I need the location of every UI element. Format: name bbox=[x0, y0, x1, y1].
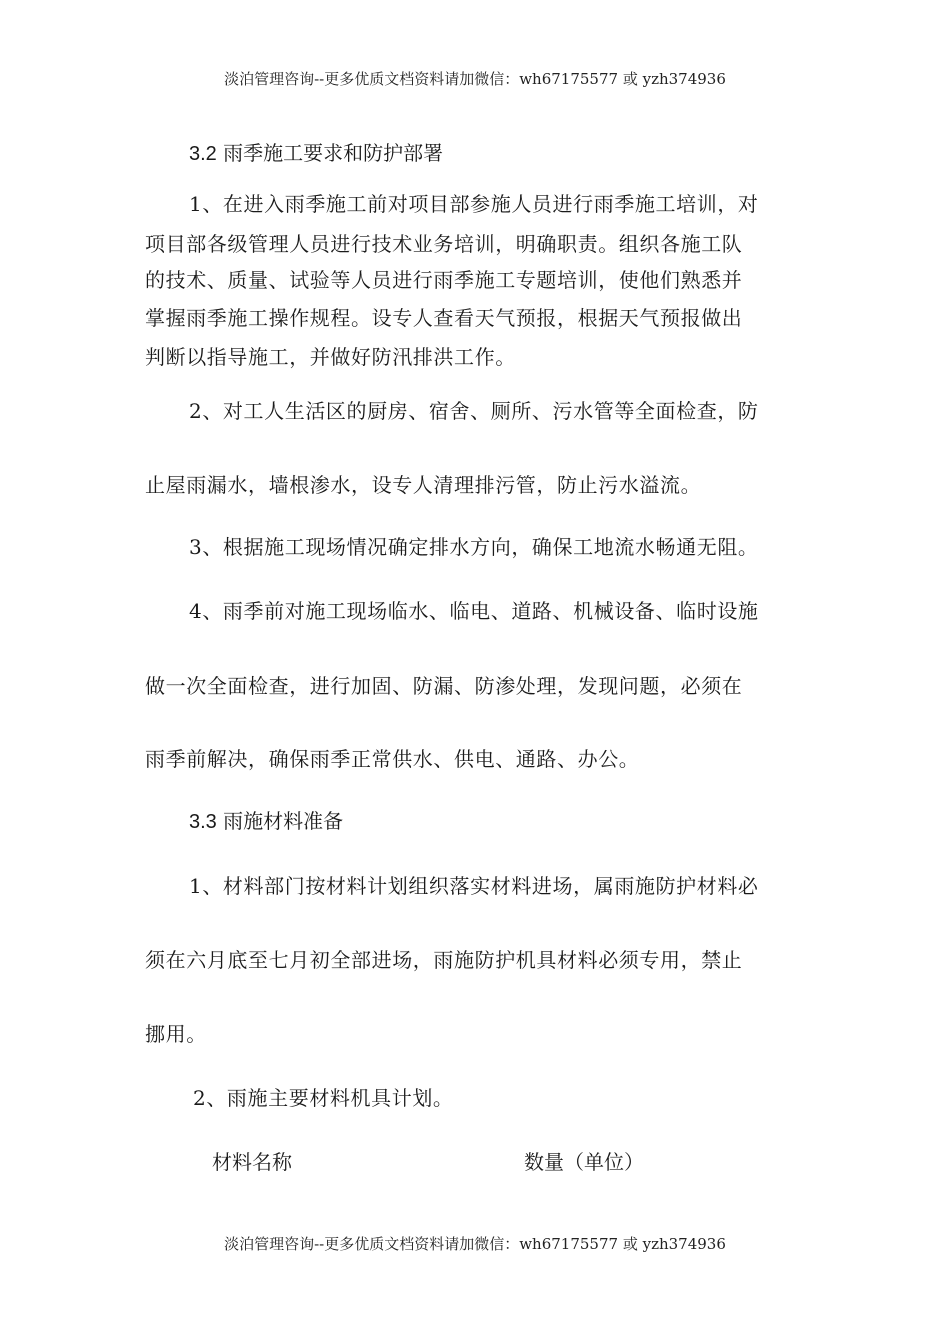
paragraph-line: 雨季前解决，确保雨季正常供水、供电、通路、办公。 bbox=[145, 747, 640, 771]
section-heading-3-2 bbox=[189, 137, 443, 166]
section-number: 3.2 bbox=[189, 143, 217, 165]
paragraph-line: 1、在进入雨季施工前对项目部参施人员进行雨季施工培训，对 bbox=[189, 192, 759, 216]
section-heading-3-3 bbox=[189, 805, 343, 834]
paragraph-line: 止屋雨漏水，墙根渗水，设专人清理排污管，防止污水溢流。 bbox=[145, 473, 702, 497]
paragraph-line: 1、材料部门按材料计划组织落实材料进场，属雨施防护材料必 bbox=[189, 874, 759, 898]
paragraph-line: 4、雨季前对施工现场临水、临电、道路、机械设备、临时设施 bbox=[189, 599, 759, 623]
paragraph-line: 3、根据施工现场情况确定排水方向，确保工地流水畅通无阻。 bbox=[189, 535, 759, 559]
page-header: 淡泊管理咨询--更多优质文档资料请加微信：wh67175577 或 yzh374936 bbox=[224, 70, 726, 88]
column-header-quantity: 数量（单位） bbox=[524, 1150, 644, 1174]
paragraph-line: 项目部各级管理人员进行技术业务培训，明确职责。组织各施工队 bbox=[145, 232, 743, 256]
section-number: 3.3 bbox=[189, 811, 217, 833]
section-title: 雨季施工要求和防护部署 bbox=[223, 141, 444, 165]
paragraph-line: 做一次全面检查，进行加固、防漏、防渗处理，发现问题，必须在 bbox=[145, 674, 743, 698]
column-header-material-name: 材料名称 bbox=[212, 1150, 292, 1174]
paragraph-line: 的技术、质量、试验等人员进行雨季施工专题培训，使他们熟悉并 bbox=[145, 268, 743, 292]
page-footer: 淡泊管理咨询--更多优质文档资料请加微信：wh67175577 或 yzh374936 bbox=[224, 1235, 726, 1253]
section-title: 雨施材料准备 bbox=[223, 809, 344, 833]
paragraph-line: 判断以指导施工，并做好防汛排洪工作。 bbox=[145, 345, 516, 369]
paragraph-line: 掌握雨季施工操作规程。设专人查看天气预报，根据天气预报做出 bbox=[145, 306, 743, 330]
paragraph-line: 须在六月底至七月初全部进场，雨施防护机具材料必须专用，禁止 bbox=[145, 948, 743, 972]
paragraph-6: 2、雨施主要材料机具计划。 bbox=[193, 1086, 454, 1110]
paragraph-line: 挪用。 bbox=[145, 1022, 207, 1046]
paragraph-line: 2、对工人生活区的厨房、宿舍、厕所、污水管等全面检查，防 bbox=[189, 399, 759, 423]
